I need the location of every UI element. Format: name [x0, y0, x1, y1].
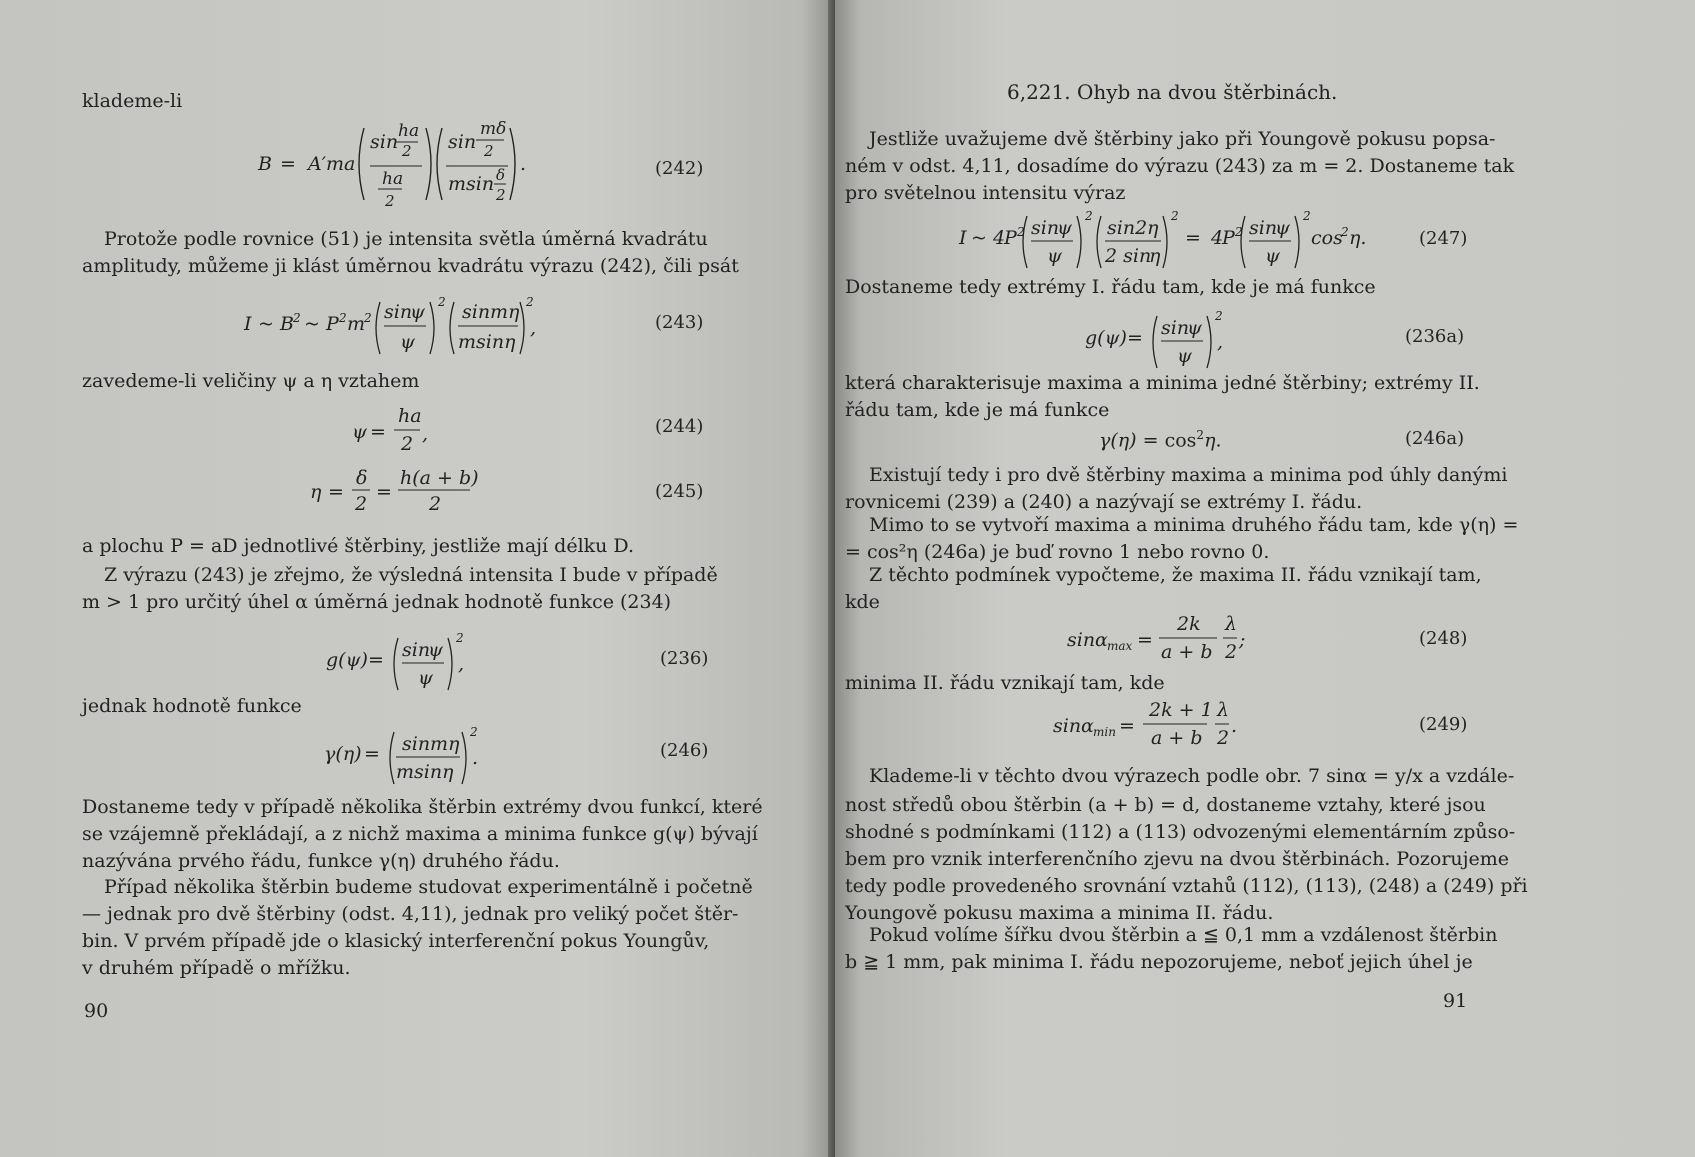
equation-242-graphic [258, 118, 558, 210]
svg-text:sin: sin [370, 131, 399, 153]
equation-248-graphic [1067, 612, 1267, 668]
svg-text:sin: sin [1031, 217, 1060, 239]
svg-text:.: . [520, 153, 527, 175]
right-paragraph-5-line-2: kde [845, 591, 880, 613]
right-page [835, 0, 1695, 1157]
paragraph-4-line-4: v druhém případě o mřížku. [82, 957, 351, 979]
svg-text:2: 2 [401, 433, 414, 455]
svg-text:sin2: sin2 [1107, 217, 1148, 239]
svg-text:2: 2 [293, 311, 301, 325]
svg-text:γ(η): γ(η) [324, 743, 362, 765]
svg-text:2: 2 [484, 142, 494, 160]
svg-text:ψ: ψ [428, 639, 443, 661]
svg-text:sin: sin [1067, 629, 1096, 651]
equation-247 [959, 206, 1367, 277]
equation-247-graphic [959, 206, 1367, 272]
right-paragraph-4-line-2: = cos²η (246a) je buď rovno 1 nebo rovno 0. [845, 541, 1270, 563]
right-paragraph-2 [845, 370, 1480, 424]
page-number-right: 91 [1443, 990, 1468, 1012]
right-paragraph-6-line-1: Klademe-li v těchto dvou výrazech podle obr. 7 sinα = y/x a vzdále- [869, 765, 1515, 787]
svg-text:cos: cos [1311, 227, 1343, 249]
equation-248-number: (248) [1419, 628, 1468, 649]
svg-text:P: P [1004, 227, 1017, 249]
svg-text:g(ψ): g(ψ) [326, 649, 368, 671]
paragraph-4-line-3: bin. V prvém případě jde o klasický interferenční pokus Youngův, [82, 930, 710, 952]
svg-text:η: η [442, 761, 454, 783]
svg-text:a + b: a + b [1151, 727, 1203, 749]
paragraph-4-line-2: — jednak pro dvě štěrbiny (odst. 4,11), jednak pro veliký počet štěr- [82, 903, 739, 925]
svg-text:ψ: ψ [1265, 245, 1280, 267]
paragraph-2-line-1: Z výrazu (243) je zřejmo, že výsledná intensita I bude v případě [104, 564, 718, 586]
svg-text:m: m [458, 331, 477, 353]
svg-text:sin: sin [462, 301, 491, 323]
svg-text:=: = [1185, 227, 1201, 249]
svg-text:δ: δ [496, 166, 506, 184]
svg-text:sin: sin [1053, 715, 1082, 737]
right-paragraph-3 [845, 462, 1508, 516]
equation-236 [326, 628, 476, 699]
right-paragraph-5 [845, 562, 1482, 616]
svg-text:η: η [1147, 217, 1159, 239]
equation-245-graphic [310, 466, 490, 518]
svg-text:.: . [1231, 715, 1238, 737]
svg-text:2: 2 [1017, 225, 1025, 239]
equation-245 [310, 466, 490, 523]
svg-text:ha: ha [398, 121, 420, 141]
svg-text:ψ: ψ [1187, 317, 1202, 339]
svg-text:=: = [364, 743, 380, 765]
equation-249 [1053, 698, 1273, 759]
svg-text:sin: sin [414, 761, 443, 783]
svg-text:2: 2 [1171, 209, 1179, 223]
svg-text:sin: sin [384, 301, 413, 323]
svg-text:2: 2 [470, 725, 478, 739]
svg-text:~: ~ [304, 313, 320, 335]
right-paragraph-2-line-1: která charakterisuje maxima a minima jedné štěrbiny; extrémy II. [845, 372, 1480, 394]
equation-246 [324, 722, 494, 793]
svg-text:m: m [347, 313, 366, 335]
svg-text:,: , [422, 423, 429, 445]
svg-text:2: 2 [1085, 209, 1093, 223]
svg-text:λ: λ [1217, 699, 1230, 721]
svg-text:~: ~ [258, 313, 274, 335]
svg-text:ψ: ψ [1177, 345, 1192, 367]
svg-text:=: = [280, 153, 296, 175]
svg-text:=: = [1137, 629, 1153, 651]
paragraph-4-line-1: Případ několika štěrbin budeme studovat experimentálně i početně [104, 876, 753, 898]
svg-text:P: P [1222, 227, 1235, 249]
right-paragraph-6 [845, 760, 1528, 927]
right-paragraph-1-line-3: pro světelnou intensitu výraz [845, 182, 1126, 204]
svg-text:ψ: ψ [352, 421, 367, 443]
svg-text:=: = [1119, 715, 1135, 737]
svg-text:g(ψ): g(ψ) [1085, 327, 1127, 349]
svg-text:sin: sin [448, 131, 477, 153]
paragraph-2-line-2: m > 1 pro určitý úhel α úměrná jednak hodnotě funkce (234) [82, 591, 672, 613]
equation-243-graphic [244, 290, 544, 360]
svg-text:a + b: a + b [1161, 641, 1213, 663]
svg-text:ha: ha [398, 405, 422, 427]
svg-text:I: I [959, 227, 967, 249]
right-paragraph-4-line-1: Mimo to se vytvoří maxima a minima druhého řádu tam, kde γ(η) = [869, 514, 1519, 536]
svg-text:mδ: mδ [480, 119, 507, 139]
right-paragraph-1 [845, 126, 1515, 207]
equation-246a-number: (246a) [1405, 428, 1465, 449]
intro3-text: jednak hodnotě funkce [82, 695, 302, 717]
svg-text:sin: sin [402, 639, 431, 661]
svg-text:ha: ha [382, 169, 404, 189]
svg-text:2: 2 [355, 493, 368, 515]
svg-text:2: 2 [1341, 225, 1349, 239]
left-page [0, 0, 835, 1157]
paragraph-1-line-1: Protože podle rovnice (51) je intensita světla úměrná kvadrátu [104, 228, 708, 250]
svg-text:B: B [258, 153, 272, 175]
equation-246-number: (246) [660, 740, 709, 761]
right-paragraph-5-line-1: Z těchto podmínek vypočteme, že maxima II. řádu vznikají tam, [869, 564, 1482, 586]
intro2-text: zavedeme-li veličiny ψ a η vztahem [82, 370, 420, 392]
svg-text:max: max [1107, 639, 1133, 653]
paragraph-1-line-2: amplitudy, můžeme ji klást úměrnou kvadrátu výrazu (242), čili psát [82, 255, 739, 277]
svg-text:min: min [1093, 725, 1116, 739]
right-paragraph-6-line-6: Youngově pokusu maxima a minima II. řádu. [845, 902, 1274, 924]
equation-236-number: (236) [660, 648, 709, 669]
svg-text:2k + 1: 2k + 1 [1149, 699, 1213, 721]
svg-text:4: 4 [1211, 227, 1224, 249]
equation-236a-number: (236a) [1405, 326, 1465, 347]
svg-text:2: 2 [438, 295, 446, 309]
paragraph-3-line-2: se vzájemně překládají, a z nichž maxima a minima funkce g(ψ) bývají [82, 823, 758, 845]
svg-text:=: = [328, 481, 344, 503]
equation-236-graphic [326, 628, 476, 694]
equation-245-number: (245) [655, 481, 704, 502]
paragraph-4 [82, 874, 753, 982]
equation-242 [258, 118, 558, 215]
equation-246a: $\gamma(\eta) = \cos^2\eta$. [1099, 428, 1222, 452]
paragraph-1 [82, 226, 739, 280]
extremy-line: Dostaneme tedy extrémy I. řádu tam, kde je má funkce [845, 276, 1376, 298]
equation-236a [1085, 306, 1235, 377]
equation-249-number: (249) [1419, 714, 1468, 735]
svg-text:,: , [458, 653, 465, 675]
svg-text:=: = [370, 421, 386, 443]
svg-text:=: = [376, 481, 392, 503]
svg-text:ψ: ψ [400, 331, 415, 353]
right-paragraph-1-line-2: ném v odst. 4,11, dosadíme do výrazu (243) za m = 2. Dostaneme tak [845, 155, 1515, 177]
svg-text:sin: sin [402, 733, 431, 755]
right-paragraph-6-line-5: tedy podle provedeného srovnání vztahů (112), (113), (248) a (249) při [845, 875, 1528, 897]
svg-text:2k: 2k [1177, 613, 1201, 635]
svg-text:2: 2 [1215, 309, 1223, 323]
svg-text:=: = [368, 649, 384, 671]
equation-236a-graphic [1085, 306, 1235, 372]
svg-text:2: 2 [1217, 727, 1230, 749]
svg-text:ψ: ψ [1057, 217, 1072, 239]
minima-line: minima II. řádu vznikají tam, kde [845, 672, 1165, 694]
equation-246-graphic [324, 722, 494, 788]
equation-242-number: (242) [655, 158, 704, 179]
right-paragraph-2-line-2: řádu tam, kde je má funkce [845, 399, 1110, 421]
svg-text:α: α [1095, 629, 1108, 651]
svg-text:m: m [448, 173, 467, 195]
right-paragraph-6-line-2: nost středů obou štěrbin (a + b) = d, dostaneme vztahy, které jsou [845, 794, 1486, 816]
svg-text:I: I [244, 313, 252, 335]
svg-text:ψ: ψ [418, 667, 433, 689]
right-paragraph-7-line-1: Pokud volíme šířku dvou štěrbin a ≦ 0,1 mm a vzdálenost štěrbin [869, 924, 1498, 946]
equation-248 [1067, 612, 1267, 673]
right-paragraph-3-line-2: rovnicemi (239) a (240) a nazývají se extrémy I. řádu. [845, 491, 1363, 513]
svg-text:sin: sin [466, 173, 495, 195]
svg-text:m: m [396, 761, 415, 783]
svg-text:2: 2 [1235, 225, 1243, 239]
svg-text:2: 2 [526, 295, 534, 309]
equation-244-number: (244) [655, 416, 704, 437]
svg-text:sin: sin [1249, 217, 1278, 239]
right-paragraph-7-line-2: b ≧ 1 mm, pak minima I. řádu nepozorujeme, neboť jejich úhel je [845, 951, 1473, 973]
section-heading: 6,221. Ohyb na dvou štěrbinách. [1007, 80, 1338, 104]
svg-text:η: η [1149, 245, 1161, 267]
svg-text:ψ: ψ [1275, 217, 1290, 239]
paragraph-3-line-3: nazývána prvého řádu, funkce γ(η) druhého řádu. [82, 850, 560, 872]
svg-text:η: η [504, 331, 516, 353]
svg-text:4: 4 [993, 227, 1006, 249]
svg-text:~: ~ [971, 227, 987, 249]
svg-text:ψ: ψ [1047, 245, 1062, 267]
svg-text:η.: η. [1349, 227, 1367, 249]
svg-text:mη: mη [490, 301, 520, 323]
intro-text: klademe-li [82, 90, 183, 112]
equation-244-graphic [352, 404, 442, 454]
paragraph-2 [82, 562, 718, 616]
equation-243 [244, 290, 544, 365]
right-paragraph-4 [845, 512, 1519, 566]
svg-text:δ: δ [356, 467, 368, 489]
svg-text:λ: λ [1225, 613, 1238, 635]
svg-text:2: 2 [402, 142, 412, 160]
svg-text:=: = [1127, 327, 1143, 349]
equation-247-number: (247) [1419, 228, 1468, 249]
right-paragraph-6-line-3: shodné s podmínkami (112) a (113) odvozenými elementárním způso- [845, 821, 1516, 843]
equation-244 [352, 404, 442, 459]
page-number-left: 90 [84, 1000, 109, 1022]
svg-text:P: P [326, 313, 339, 335]
svg-text:B: B [280, 313, 294, 335]
equation-243-number: (243) [655, 312, 704, 333]
right-paragraph-7 [845, 922, 1498, 976]
svg-text:,: , [530, 317, 537, 339]
svg-text:2: 2 [456, 631, 464, 645]
svg-text:.: . [472, 747, 479, 769]
right-paragraph-3-line-1: Existují tedy i pro dvě štěrbiny maxima a minima pod úhly danými [869, 464, 1508, 486]
svg-text:2: 2 [364, 311, 372, 325]
svg-text:;: ; [1239, 629, 1246, 651]
svg-text:η: η [310, 481, 322, 503]
svg-text:sin: sin [1161, 317, 1190, 339]
svg-text:α: α [1081, 715, 1094, 737]
svg-text:,: , [1217, 331, 1224, 353]
svg-text:2: 2 [339, 311, 347, 325]
svg-text:mη: mη [430, 733, 460, 755]
svg-text:2: 2 [1225, 641, 1238, 663]
paragraph-3-line-1: Dostaneme tedy v případě několika štěrbin extrémy dvou funkcí, které [82, 796, 763, 818]
svg-text:h(a + b): h(a + b) [400, 467, 479, 489]
svg-text:2: 2 [429, 493, 442, 515]
svg-text:2: 2 [496, 186, 506, 204]
svg-text:2: 2 [1303, 209, 1311, 223]
svg-text:sin: sin [476, 331, 505, 353]
svg-text:A′ma: A′ma [308, 153, 356, 175]
svg-text:ψ: ψ [410, 301, 425, 323]
right-paragraph-1-line-1: Jestliže uvažujeme dvě štěrbiny jako při Youngově pokusu popsa- [869, 128, 1496, 150]
svg-text:2 sin: 2 sin [1105, 245, 1152, 267]
paragraph-3 [82, 794, 763, 875]
right-paragraph-6-line-4: bem pro vznik interferenčního zjevu na dvou štěrbinách. Pozorujeme [845, 848, 1510, 870]
equation-249-graphic [1053, 698, 1273, 754]
plocha-line: a plochu P = aD jednotlivé štěrbiny, jestliže mají délku D. [82, 535, 635, 557]
svg-text:2: 2 [385, 192, 395, 210]
